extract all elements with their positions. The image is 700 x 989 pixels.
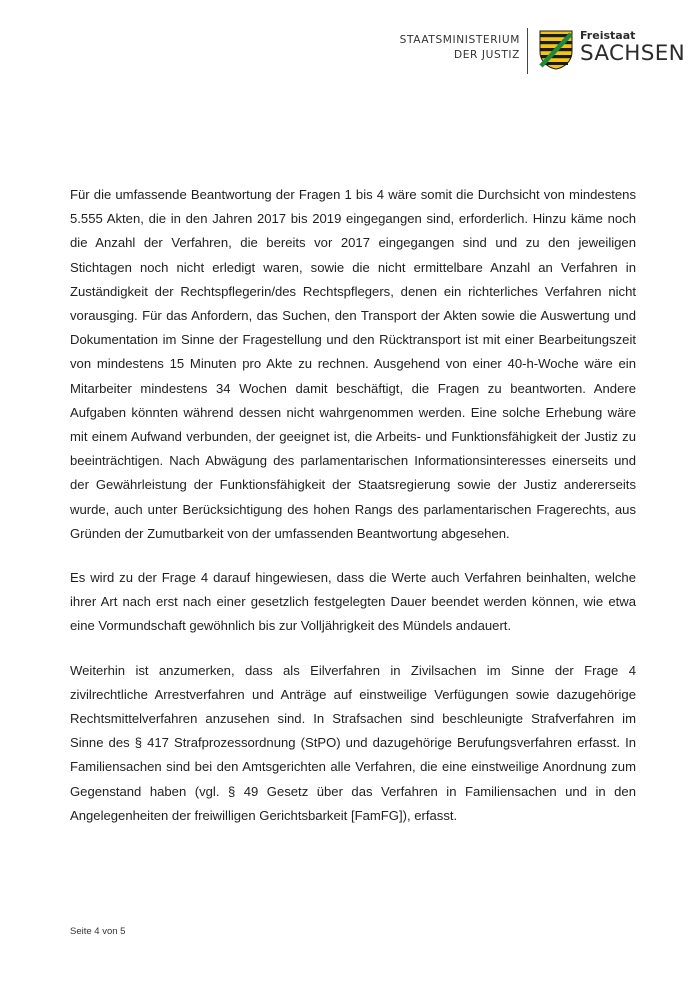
page-number: Seite 4 von 5 [70,926,126,937]
logo-big-text: SACHSEN [580,41,685,66]
paragraph: Für die umfassende Beantwortung der Fragen 1 bis 4 wäre somit die Durchsicht von mindestens 5.555 Akten, die in den Jahren 2017 bis 2019 eingegangen sind, erforderlich. Hinzu käme noch die Anzahl der Verfahren, die bereits vor 2017 eingegangen sind und zu den jeweiligen Stichtagen noch nicht erledigt waren, sowie die nicht ermittelbare Anzahl an Verfahren in Zuständigkeit der Rechtspflegerin/des Rechtspflegers, denen ein richterliches Verfahren nicht vorausging. Für das Anfordern, das Suchen, den Transport der Akten sowie die Auswertung und Dokumentation im Sinne der Fragestellung und den Rücktransport ist mit einer Bearbeitungszeit von mindestens 15 Minuten pro Akte zu rechnen. Ausgehend von einer 40-h-Woche wäre ein Mitarbeiter mindestens 34 Wochen damit beschäftigt, die Fragen zu beantworten. Andere Aufgaben könnten während dessen nicht wahrgenommen werden. Eine solche Erhebung wäre mit einem Aufwand verbunden, der geeignet ist, die Arbeits- und Funktionsfähigkeit der Justiz zu beeinträchtigen. Nach Abwägung des parlamentarischen Informationsinteresses einerseits und der Gewährleistung der Funktionsfähigkeit der Staatsregierung sowie der Justiz andererseits wurde, auch unter Berücksichtigung des hohen Rangs des parlamentarischen Fragerechts, aus Gründen der Zumutbarkeit von der umfassenden Beantwortung abgesehen. [70,187,636,541]
ministry-line-2: DER JUSTIZ [453,49,520,61]
ministry-name [400,33,520,63]
paragraph: Weiterhin ist anzumerken, dass als Eilverfahren in Zivilsachen im Sinne der Frage 4 zivilrechtliche Arrestverfahren und Anträge auf einstweilige Verfügungen sowie dazugehörige Rechtsmittelverfahren anzusehen sind. In Strafsachen sind beschleunigte Strafverfahren im Sinne des § 417 Strafprozessordnung (StPO) und dazugehörige Berufungsverfahren erfasst. In Familiensachen sind bei den Amtsgerichten alle Verfahren, die eine einstweilige Anordnung zum Gegenstand haben (vgl. § 49 Gesetz über das Verfahren in Familiensachen und in den Angelegenheiten der freiwilligen Gerichtsbarkeit [FamFG]), erfasst. [70,662,636,823]
header-divider [527,28,528,74]
body-text [70,183,636,848]
state-logo [580,30,685,66]
logo-small-text: Freistaat [580,29,636,42]
ministry-line-1: STAATSMINISTERIUM [399,34,520,46]
paragraph: Es wird zu der Frage 4 darauf hingewiesen, dass die Werte auch Verfahren beinhalten, welche ihrer Art nach erst nach einer gesetzlich festgelegten Dauer beendet werden können, wie etwa eine Vormundschaft gewöhnlich bis zur Volljährigkeit des Mündels andauert. [70,570,636,634]
saxony-coat-of-arms-icon [539,30,573,70]
